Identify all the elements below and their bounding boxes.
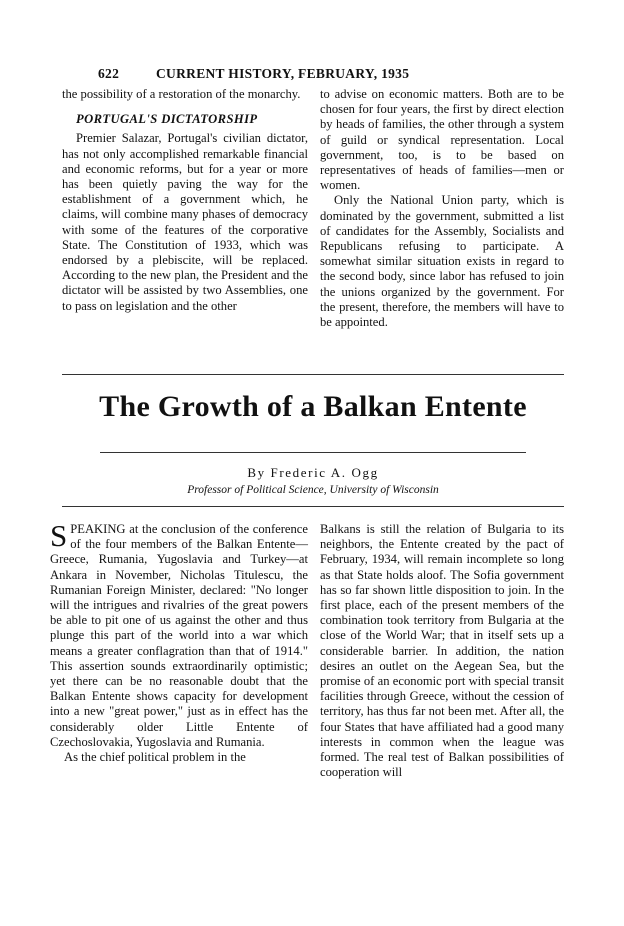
article-byline: By Frederic A. Ogg <box>247 465 379 480</box>
running-header <box>98 66 478 82</box>
section-divider-top <box>62 374 564 375</box>
top-left-paragraph-2: Premier Salazar, Portugal's civilian dictator, has not only accomplished remarkable financial and economic reforms, but for a year or more has been quietly paving the way for the establishment of a government which, he claims, will combine many phases of democracy with some of the features of the corporative State. The Constitution of 1933, which was endorsed by a plebiscite, will be replaced. According to the new plan, the President and the dictator will be assisted by two Assemblies, one to pass on legislation and the other <box>62 131 308 313</box>
lead-in-caps: PEAKING <box>70 522 126 536</box>
top-right-column <box>320 87 564 330</box>
top-right-paragraph-2: Only the National Union party, which is dominated by the government, submitted a list of candidates for the Assembly, Socialists and Republicans refusing to participate. A somewhat similar situation exists in regard to the second body, since labor has refused to join the unions organized by the government. For the present, therefore, the members will have to be appointed. <box>320 193 564 330</box>
page-number: 622 <box>98 66 120 81</box>
author-affiliation: Professor of Political Science, University of Wisconsin <box>187 484 439 496</box>
drop-cap: S <box>50 518 68 553</box>
article-paragraph-1-text: at the conclusion of the conference of the four members of the Balkan Entente—Greece, Rumania, Yugoslavia and Turkey—at Ankara in November, Nicholas Titulescu, the Rumanian Foreign Minister, declared: "No longer will the intrigues and rivalries of the great powers be able to pit one of us against the other and thus plunge this part of the world into a war which means a greater conflagration than that of 1914." This assertion sounds extraordinarily optimistic; yet there can be no reasonable doubt that the Balkan Entente shows capacity for development into a new "great power," just as in effect has the considerably older Little Entente of Czechoslovakia, Yugoslavia and Rumania. <box>50 522 308 749</box>
article-right-column <box>320 522 564 780</box>
article-paragraph-3: Balkans is still the relation of Bulgaria to its neighbors, the Entente created by the pact of February, 1934, will remain incomplete so long as that State holds aloof. The Sofia government has so far shown little disposition to join. In the first place, each of the present members of the combination took territory from Bulgaria at the close of the World War; that in itself sets up a considerable barrier. In addition, the nation desires an outlet on the Aegean Sea, but the promise of an economic port with special transit facilities through Greece, without the cession of territory, has thus far not been met. After all, the four States that have affiliated had a good many interests in common when the league was formed. The real test of Balkan possibilities of cooperation will <box>320 522 564 780</box>
running-title: CURRENT HISTORY, FEBRUARY, 1935 <box>156 66 410 81</box>
article-paragraph-1 <box>50 518 308 750</box>
section-subheading: PORTUGAL'S DICTATORSHIP <box>76 112 258 127</box>
title-rule <box>100 452 526 453</box>
top-left-column <box>62 87 308 314</box>
article-left-column <box>50 518 308 765</box>
section-divider-bottom <box>62 506 564 507</box>
top-right-paragraph-1: to advise on economic matters. Both are to be chosen for four years, the first by direct election by heads of families, the other through a system of guild or syndical representation. Local government, too, is to be based on representatives of heads of families—men or women. <box>320 87 564 193</box>
article-title: The Growth of a Balkan Entente <box>99 390 527 423</box>
top-left-paragraph-1: the possibility of a restoration of the monarchy. <box>62 87 301 101</box>
article-paragraph-2: As the chief political problem in the <box>64 750 246 765</box>
